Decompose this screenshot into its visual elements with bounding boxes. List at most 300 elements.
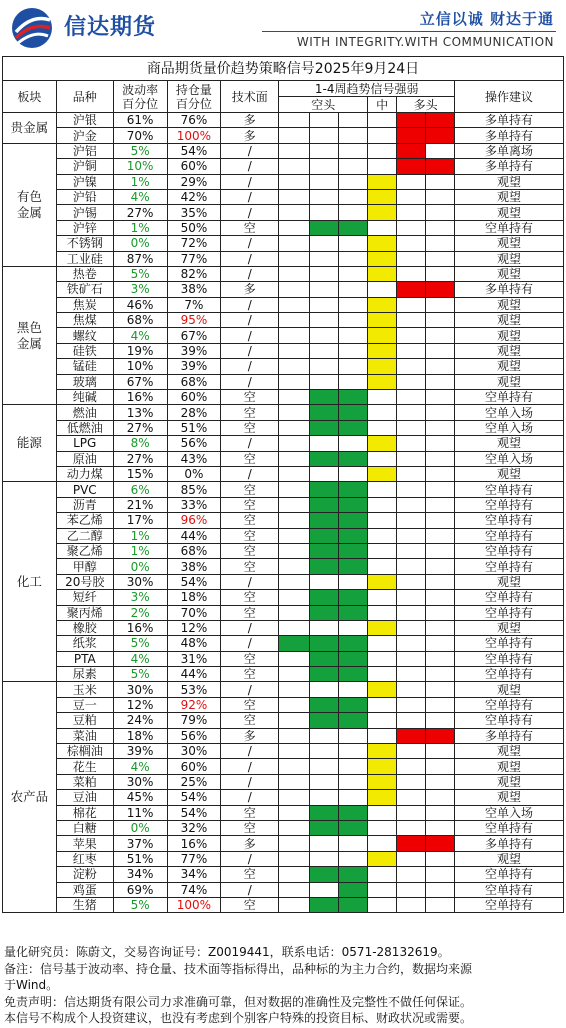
advice: 观望 [455, 759, 564, 774]
signal-cell [397, 805, 426, 820]
table-row [3, 667, 564, 682]
signal-cell [339, 174, 368, 189]
advice: 空单持有 [455, 667, 564, 682]
signal-cell [426, 482, 455, 497]
signal-cell [426, 297, 455, 312]
position-percentile: 16% [167, 836, 221, 851]
signal-cell [397, 113, 426, 128]
table-row [3, 113, 564, 128]
signal-cell [397, 728, 426, 743]
signal-cell [310, 174, 339, 189]
table-row [3, 574, 564, 589]
signal-cell [310, 867, 339, 882]
technical-signal: / [221, 205, 279, 220]
table-row [3, 528, 564, 543]
signal-cell [339, 236, 368, 251]
advice: 空单持有 [455, 590, 564, 605]
table-row [3, 774, 564, 789]
signal-cell [397, 436, 426, 451]
volatility-percentile: 4% [113, 328, 167, 343]
signal-cell [310, 266, 339, 281]
volatility-percentile: 27% [113, 420, 167, 435]
sector-label: 农产品 [10, 789, 49, 805]
signal-cell [339, 620, 368, 635]
volatility-percentile: 69% [113, 882, 167, 897]
signal-cell [339, 744, 368, 759]
signal-cell [368, 189, 397, 204]
product-name: 生猪 [56, 897, 113, 912]
signal-cell [426, 697, 455, 712]
technical-signal: 空 [221, 697, 279, 712]
volatility-percentile: 2% [113, 605, 167, 620]
signal-cell [310, 482, 339, 497]
signal-cell [339, 697, 368, 712]
product-name: LPG [56, 436, 113, 451]
signal-cell [368, 759, 397, 774]
technical-signal: / [221, 851, 279, 866]
signal-cell [368, 374, 397, 389]
position-percentile: 12% [167, 620, 221, 635]
signal-cell [339, 374, 368, 389]
advice: 空单持有 [455, 697, 564, 712]
signal-cell [397, 236, 426, 251]
advice: 空单持有 [455, 513, 564, 528]
product-name: 工业硅 [56, 251, 113, 266]
table-row [3, 559, 564, 574]
advice: 观望 [455, 266, 564, 281]
volatility-percentile: 5% [113, 897, 167, 912]
table-row [3, 420, 564, 435]
signal-cell [310, 543, 339, 558]
signal-cell [426, 328, 455, 343]
signal-cell [279, 744, 310, 759]
position-percentile: 70% [167, 605, 221, 620]
signal-cell [426, 113, 455, 128]
position-percentile: 42% [167, 189, 221, 204]
product-name: 沪铜 [56, 159, 113, 174]
product-name: 花生 [56, 759, 113, 774]
table-row [3, 790, 564, 805]
signal-cell [310, 313, 339, 328]
signal-cell [426, 390, 455, 405]
technical-signal: / [221, 466, 279, 481]
table-row [3, 651, 564, 666]
signal-cell [368, 636, 397, 651]
signal-cell [397, 174, 426, 189]
signal-cell [339, 359, 368, 374]
position-percentile: 30% [167, 744, 221, 759]
header-advice: 操作建议 [455, 81, 564, 113]
signal-cell [310, 205, 339, 220]
signal-cell [426, 882, 455, 897]
product-name: 沪铅 [56, 189, 113, 204]
sector-cell [3, 482, 57, 682]
signal-cell [426, 220, 455, 235]
technical-signal: / [221, 620, 279, 635]
product-name: 玉米 [56, 682, 113, 697]
signal-cell [368, 313, 397, 328]
signal-cell [397, 420, 426, 435]
signal-cell [426, 513, 455, 528]
volatility-percentile: 39% [113, 744, 167, 759]
signal-cell [310, 297, 339, 312]
signal-cell [397, 282, 426, 297]
signal-cell [310, 282, 339, 297]
technical-signal: / [221, 574, 279, 589]
signal-cell [368, 251, 397, 266]
signal-cell [426, 744, 455, 759]
table-row [3, 497, 564, 512]
table-row [3, 189, 564, 204]
signal-cell [426, 590, 455, 605]
position-percentile: 29% [167, 174, 221, 189]
signal-cell [397, 466, 426, 481]
technical-signal: 空 [221, 420, 279, 435]
technical-signal: / [221, 313, 279, 328]
technical-signal: / [221, 297, 279, 312]
signal-cell [339, 220, 368, 235]
signal-cell [397, 128, 426, 143]
position-percentile: 100% [167, 128, 221, 143]
signal-cell [397, 651, 426, 666]
product-name: 动力煤 [56, 466, 113, 481]
signal-cell [279, 282, 310, 297]
signal-cell [397, 297, 426, 312]
advice: 观望 [455, 466, 564, 481]
product-name: 棕榈油 [56, 744, 113, 759]
signal-cell [310, 436, 339, 451]
signal-cell [310, 820, 339, 835]
technical-signal: / [221, 790, 279, 805]
volatility-percentile: 13% [113, 405, 167, 420]
position-percentile: 72% [167, 236, 221, 251]
position-percentile: 77% [167, 851, 221, 866]
signal-cell [397, 220, 426, 235]
signal-cell [339, 667, 368, 682]
signal-cell [310, 466, 339, 481]
volatility-percentile: 61% [113, 113, 167, 128]
signal-cell [426, 667, 455, 682]
position-percentile: 25% [167, 774, 221, 789]
volatility-percentile: 4% [113, 189, 167, 204]
technical-signal: 空 [221, 559, 279, 574]
technical-signal: 空 [221, 528, 279, 543]
technical-signal: 空 [221, 497, 279, 512]
volatility-percentile: 5% [113, 667, 167, 682]
signal-cell [426, 343, 455, 358]
advice: 观望 [455, 343, 564, 358]
product-name: 乙二醇 [56, 528, 113, 543]
position-percentile: 18% [167, 590, 221, 605]
position-percentile: 74% [167, 882, 221, 897]
signal-cell [368, 128, 397, 143]
advice: 观望 [455, 851, 564, 866]
signal-cell [426, 174, 455, 189]
position-percentile: 44% [167, 528, 221, 543]
sector-label: 有色 [16, 188, 42, 204]
signal-cell [339, 543, 368, 558]
signal-cell [310, 236, 339, 251]
signal-cell [310, 620, 339, 635]
signal-cell [426, 497, 455, 512]
advice: 多单持有 [455, 282, 564, 297]
sector-label: 能源 [16, 435, 42, 451]
product-name: 豆粕 [56, 713, 113, 728]
position-percentile: 56% [167, 436, 221, 451]
position-percentile: 60% [167, 390, 221, 405]
advice: 观望 [455, 436, 564, 451]
advice: 观望 [455, 374, 564, 389]
header-short: 空头 [279, 97, 368, 113]
product-name: 沪银 [56, 113, 113, 128]
signal-cell [397, 836, 426, 851]
signal-cell [279, 189, 310, 204]
position-percentile: 96% [167, 513, 221, 528]
position-percentile: 0% [167, 466, 221, 481]
volatility-percentile: 24% [113, 713, 167, 728]
signal-cell [279, 390, 310, 405]
table-row [3, 466, 564, 481]
product-name: 玻璃 [56, 374, 113, 389]
signal-cell [426, 282, 455, 297]
signal-cell [397, 667, 426, 682]
signal-cell [397, 266, 426, 281]
product-name: 原油 [56, 451, 113, 466]
table-row [3, 605, 564, 620]
volatility-percentile: 4% [113, 651, 167, 666]
volatility-percentile: 68% [113, 313, 167, 328]
product-name: 沪金 [56, 128, 113, 143]
signal-cell [279, 266, 310, 281]
position-percentile: 54% [167, 805, 221, 820]
volatility-percentile: 11% [113, 805, 167, 820]
advice: 空单持有 [455, 543, 564, 558]
signal-cell [368, 451, 397, 466]
volatility-percentile: 30% [113, 682, 167, 697]
product-name: 短纤 [56, 590, 113, 605]
volatility-percentile: 3% [113, 590, 167, 605]
signal-cell [310, 220, 339, 235]
table-row [3, 143, 564, 158]
signal-table [2, 56, 564, 913]
signal-cell [368, 205, 397, 220]
position-percentile: 67% [167, 328, 221, 343]
header-volatility [113, 81, 167, 113]
advice: 观望 [455, 328, 564, 343]
signal-cell [397, 682, 426, 697]
technical-signal: / [221, 374, 279, 389]
product-name: 红枣 [56, 851, 113, 866]
volatility-percentile: 0% [113, 559, 167, 574]
signal-cell [426, 128, 455, 143]
table-title: 商品期货量价趋势策略信号2025年9月24日 [3, 57, 564, 81]
signal-cell [397, 374, 426, 389]
product-name: 聚乙烯 [56, 543, 113, 558]
signal-cell [397, 697, 426, 712]
signal-cell [426, 559, 455, 574]
product-name: 菜油 [56, 728, 113, 743]
position-percentile: 100% [167, 897, 221, 912]
technical-signal: / [221, 328, 279, 343]
signal-cell [426, 620, 455, 635]
signal-cell [368, 728, 397, 743]
signal-cell [426, 574, 455, 589]
position-percentile: 54% [167, 790, 221, 805]
technical-signal: 多 [221, 728, 279, 743]
signal-cell [310, 682, 339, 697]
signal-cell [426, 820, 455, 835]
technical-signal: / [221, 774, 279, 789]
signal-cell [339, 851, 368, 866]
signal-cell [310, 420, 339, 435]
advice: 观望 [455, 790, 564, 805]
volatility-percentile: 4% [113, 759, 167, 774]
signal-cell [397, 559, 426, 574]
advice: 空单持有 [455, 713, 564, 728]
signal-cell [426, 651, 455, 666]
signal-cell [426, 836, 455, 851]
signal-cell [279, 820, 310, 835]
signal-cell [339, 297, 368, 312]
position-percentile: 60% [167, 159, 221, 174]
signal-cell [310, 251, 339, 266]
signal-cell [426, 313, 455, 328]
position-percentile: 77% [167, 251, 221, 266]
position-percentile: 44% [167, 667, 221, 682]
table-row [3, 266, 564, 281]
volatility-percentile: 21% [113, 497, 167, 512]
position-percentile: 34% [167, 867, 221, 882]
volatility-percentile: 12% [113, 697, 167, 712]
signal-cell [279, 667, 310, 682]
advice: 空单持有 [455, 390, 564, 405]
volatility-percentile: 1% [113, 543, 167, 558]
signal-cell [368, 466, 397, 481]
signal-cell [339, 897, 368, 912]
signal-cell [426, 543, 455, 558]
signal-cell [279, 174, 310, 189]
signal-cell [310, 189, 339, 204]
advice: 观望 [455, 744, 564, 759]
sector-cell [3, 143, 57, 266]
signal-cell [368, 220, 397, 235]
signal-cell [279, 220, 310, 235]
signal-cell [339, 590, 368, 605]
signal-cell [426, 436, 455, 451]
table-row [3, 820, 564, 835]
volatility-percentile: 0% [113, 820, 167, 835]
signal-cell [368, 897, 397, 912]
signal-cell [310, 574, 339, 589]
signal-cell [426, 143, 455, 158]
signal-cell [310, 744, 339, 759]
signal-cell [310, 897, 339, 912]
signal-cell [368, 651, 397, 666]
signal-cell [310, 359, 339, 374]
signal-cell [279, 528, 310, 543]
signal-cell [310, 728, 339, 743]
table-row [3, 297, 564, 312]
advice: 观望 [455, 205, 564, 220]
signal-cell [279, 482, 310, 497]
product-name: 纯碱 [56, 390, 113, 405]
signal-cell [426, 205, 455, 220]
volatility-percentile: 10% [113, 359, 167, 374]
signal-cell [310, 851, 339, 866]
table-row [3, 374, 564, 389]
footer-note-cont: 于Wind。 [4, 978, 59, 992]
signal-cell [310, 559, 339, 574]
signal-cell [310, 713, 339, 728]
technical-signal: / [221, 343, 279, 358]
table-row [3, 451, 564, 466]
signal-cell [339, 451, 368, 466]
signal-cell [397, 343, 426, 358]
position-percentile: 51% [167, 420, 221, 435]
table-row [3, 851, 564, 866]
advice: 空单入场 [455, 405, 564, 420]
signal-cell [368, 236, 397, 251]
signal-cell [279, 651, 310, 666]
signal-cell [339, 574, 368, 589]
signal-cell [279, 790, 310, 805]
product-name: 淀粉 [56, 867, 113, 882]
position-percentile: 31% [167, 651, 221, 666]
technical-signal: 空 [221, 651, 279, 666]
signal-cell [339, 559, 368, 574]
signal-cell [279, 159, 310, 174]
advice: 多单持有 [455, 128, 564, 143]
signal-cell [279, 513, 310, 528]
signal-cell [368, 744, 397, 759]
signal-cell [310, 451, 339, 466]
signal-cell [426, 774, 455, 789]
signal-cell [426, 405, 455, 420]
technical-signal: / [221, 189, 279, 204]
signal-cell [426, 605, 455, 620]
signal-cell [310, 882, 339, 897]
volatility-percentile: 15% [113, 466, 167, 481]
table-row [3, 405, 564, 420]
sector-cell [3, 405, 57, 482]
signal-cell [339, 405, 368, 420]
signal-cell [279, 313, 310, 328]
position-percentile: 92% [167, 697, 221, 712]
signal-cell [279, 697, 310, 712]
sector-label-cont: 金属 [16, 335, 42, 351]
footer-note: 备注：信号基于波动率、持仓量、技术面等指标得出，品种标的为主力合约，数据均来源 [4, 961, 473, 976]
signal-cell [339, 805, 368, 820]
advice: 空单持有 [455, 605, 564, 620]
signal-cell [279, 113, 310, 128]
signal-cell [279, 543, 310, 558]
signal-cell [279, 343, 310, 358]
advice: 观望 [455, 174, 564, 189]
signal-cell [368, 328, 397, 343]
advice: 空单持有 [455, 482, 564, 497]
technical-signal: 空 [221, 482, 279, 497]
position-percentile: 32% [167, 820, 221, 835]
signal-cell [426, 374, 455, 389]
technical-signal: / [221, 436, 279, 451]
table-row [3, 728, 564, 743]
technical-signal: 空 [221, 513, 279, 528]
signal-cell [339, 436, 368, 451]
advice: 观望 [455, 682, 564, 697]
technical-signal: / [221, 882, 279, 897]
product-name: 纸浆 [56, 636, 113, 651]
signal-cell [339, 713, 368, 728]
